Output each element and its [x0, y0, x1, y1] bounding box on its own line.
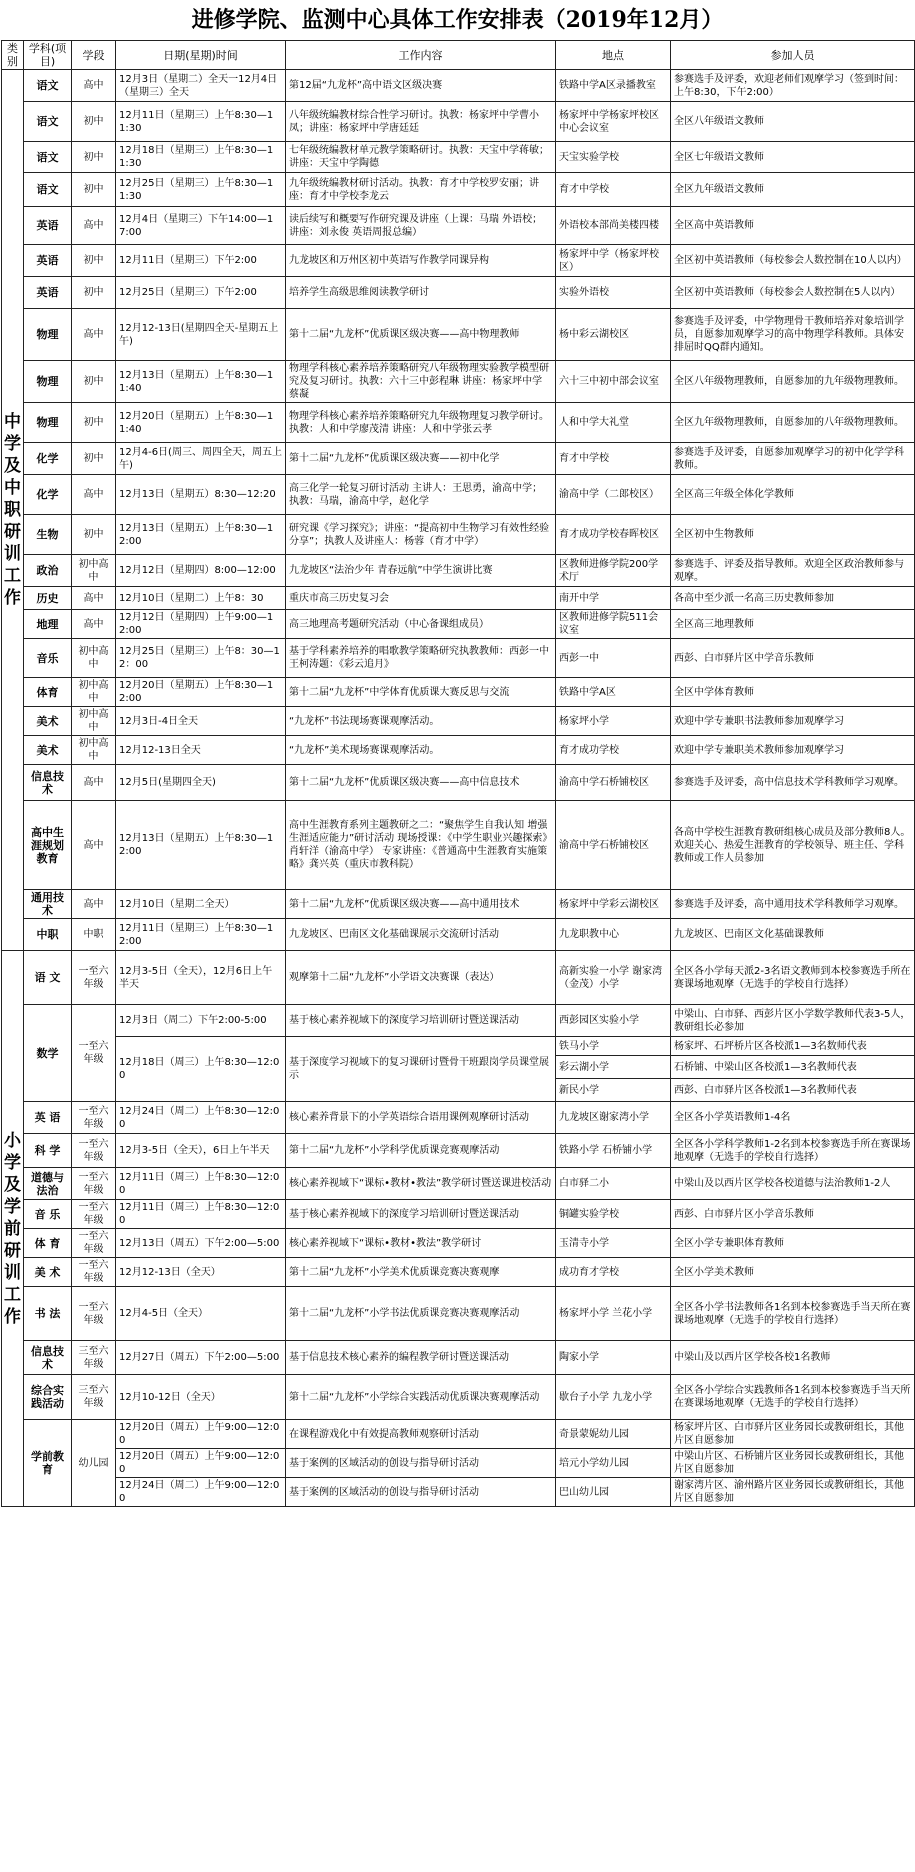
table-row	[2, 403, 915, 443]
location-cell: 渝高中学石桥铺校区	[556, 765, 671, 801]
table-row	[2, 1341, 915, 1375]
level-cell: 高中	[72, 587, 116, 610]
content-cell: 研究课《学习探究》；讲座：“提高初中生物学习有效性经验分享”；执教人及讲座人：杨蓉（育才中学）	[286, 515, 556, 555]
subject-cell: 化学	[24, 443, 72, 475]
content-cell: 培养学生高级思维阅读教学研讨	[286, 277, 556, 309]
subject-cell: 语 文	[24, 951, 72, 1005]
header-location: 地点	[556, 41, 671, 70]
date-cell: 12月24日（周二）上午9:00—12:00	[116, 1478, 286, 1507]
people-cell: 全区中学体育教师	[671, 678, 915, 707]
location-cell: 陶家小学	[556, 1341, 671, 1375]
header-level: 学段	[72, 41, 116, 70]
content-cell: 读后续写和概要写作研究课及讲座（上课：马瑞 外语校；讲座：刘永俊 英语周报总编）	[286, 207, 556, 245]
location-cell: 白市驿二小	[556, 1168, 671, 1200]
subject-cell: 通用技术	[24, 890, 72, 919]
level-cell: 初中	[72, 515, 116, 555]
header-date: 日期(星期)时间	[116, 41, 286, 70]
date-cell: 12月3日（周二）下午2:00-5:00	[116, 1005, 286, 1037]
table-row	[2, 765, 915, 801]
level-cell: 一至六年级	[72, 1200, 116, 1229]
content-cell: “九龙杯”书法现场赛课观摩活动。	[286, 707, 556, 736]
level-cell: 初中	[72, 443, 116, 475]
people-cell: 参赛选手、评委及指导教师。欢迎全区政治教师参与观摩。	[671, 555, 915, 587]
people-cell: 全区七年级语文教师	[671, 142, 915, 173]
table-row	[2, 919, 915, 951]
people-cell: 全区各小学科学教师1-2名到本校参赛选手所在赛课场地观摩（无选手的学校自行选择）	[671, 1134, 915, 1168]
table-row	[2, 1478, 915, 1507]
subject-cell: 音乐	[24, 639, 72, 678]
location-cell: 渝高中学（二郎校区）	[556, 475, 671, 515]
people-cell: 九龙坡区、巴南区文化基础课教师	[671, 919, 915, 951]
subject-cell: 历史	[24, 587, 72, 610]
people-cell: 中梁山及以西片区学校各校道德与法治教师1-2人	[671, 1168, 915, 1200]
location-cell: 实验外语校	[556, 277, 671, 309]
date-cell: 12月25日（星期三）上午8:30—11:30	[116, 173, 286, 207]
date-cell: 12月13日（星期五）上午8:30—11:40	[116, 361, 286, 403]
date-cell: 12月13日（星期五）8:30—12:20	[116, 475, 286, 515]
people-cell: 参赛选手及评委，欢迎老师们观摩学习（签到时间：上午8:30，下午2:00）	[671, 70, 915, 102]
date-cell: 12月20日（星期五）上午8:30—11:40	[116, 403, 286, 443]
content-cell: 第十二届“九龙杯”中学体育优质课大赛反思与交流	[286, 678, 556, 707]
date-cell: 12月3日-4日全天	[116, 707, 286, 736]
content-cell: 高中生涯教育系列主题教研之二：“聚焦学生自我认知 增强生涯适应能力”研讨活动 现场授课：《中学生职业兴趣探索》肖轩洋（渝高中学） 专家讲座：《普通高中生涯教育实施策略》龚兴英（重庆市教科院）	[286, 801, 556, 890]
location-cell: 九龙坡区谢家湾小学	[556, 1102, 671, 1134]
level-cell: 初中	[72, 142, 116, 173]
people-cell: 西彭、白市驿片区各校派1—3名教师代表	[671, 1079, 915, 1102]
people-cell: 西彭、白市驿片区中学音乐教师	[671, 639, 915, 678]
date-cell: 12月25日（星期三）上午8：30—12：00	[116, 639, 286, 678]
level-cell: 高中	[72, 801, 116, 890]
people-cell: 全区初中英语教师（每校参会人数控制在5人以内）	[671, 277, 915, 309]
location-cell: 西彭园区实验小学	[556, 1005, 671, 1037]
people-cell: 欢迎中学专兼职书法教师参加观摩学习	[671, 707, 915, 736]
level-cell: 高中	[72, 207, 116, 245]
date-cell: 12月12-13日（全天）	[116, 1258, 286, 1287]
level-cell: 初中高中	[72, 736, 116, 765]
table-row	[2, 102, 915, 142]
subject-cell: 物理	[24, 309, 72, 361]
content-cell: 基于学科素养培养的唱歌教学策略研究执教教师：西彭一中 王柯涛题：《彩云追月》	[286, 639, 556, 678]
location-cell: 九龙职教中心	[556, 919, 671, 951]
content-cell: 重庆市高三历史复习会	[286, 587, 556, 610]
level-cell: 一至六年级	[72, 1134, 116, 1168]
header-people: 参加人员	[671, 41, 915, 70]
table-row	[2, 173, 915, 207]
location-cell: 铁路中学A区录播教室	[556, 70, 671, 102]
subject-cell: 美术	[24, 736, 72, 765]
date-cell: 12月10-12日（全天）	[116, 1375, 286, 1420]
table-row	[2, 801, 915, 890]
table-row	[2, 245, 915, 277]
content-cell: 高三地理高考题研究活动（中心备课组成员）	[286, 610, 556, 639]
content-cell: 基于案例的区域活动的创设与指导研讨活动	[286, 1478, 556, 1507]
content-cell: “九龙杯”美术现场赛课观摩活动。	[286, 736, 556, 765]
level-cell: 高中	[72, 765, 116, 801]
location-cell: 杨家坪中学（杨家坪校区）	[556, 245, 671, 277]
people-cell: 全区九年级物理教师，自愿参加的八年级物理教师。	[671, 403, 915, 443]
subject-cell: 地理	[24, 610, 72, 639]
content-cell: 九龙坡区、巴南区文化基础课展示交流研讨活动	[286, 919, 556, 951]
date-cell: 12月20日（周五）上午9:00—12:00	[116, 1449, 286, 1478]
subject-cell: 体育	[24, 678, 72, 707]
level-cell: 初中	[72, 361, 116, 403]
table-row	[2, 610, 915, 639]
table-row	[2, 1134, 915, 1168]
location-cell: 育才中学校	[556, 443, 671, 475]
content-cell: 第十二届“九龙杯”优质课区级决赛——初中化学	[286, 443, 556, 475]
people-cell: 全区初中生物教师	[671, 515, 915, 555]
table-row	[2, 1037, 915, 1056]
level-cell: 幼儿园	[72, 1420, 116, 1507]
table-row	[2, 707, 915, 736]
location-cell: 杨家坪小学	[556, 707, 671, 736]
location-cell: 铁路小学 石桥铺小学	[556, 1134, 671, 1168]
table-row	[2, 555, 915, 587]
content-cell: 九龙坡区和万州区初中英语写作教学同课异构	[286, 245, 556, 277]
content-cell: 七年级统编教材单元教学策略研讨。执教：天宝中学蒋敏；讲座：天宝中学陶德	[286, 142, 556, 173]
content-cell: 第十二届“九龙杯”小学美术优质课竞赛决赛观摩	[286, 1258, 556, 1287]
date-cell: 12月25日（星期三）下午2:00	[116, 277, 286, 309]
people-cell: 全区初中英语教师（每校参会人数控制在10人以内）	[671, 245, 915, 277]
location-cell: 铁马小学	[556, 1037, 671, 1056]
date-cell: 12月3-5日（全天），6日上午半天	[116, 1134, 286, 1168]
subject-cell: 政治	[24, 555, 72, 587]
subject-cell: 体 育	[24, 1229, 72, 1258]
date-cell: 12月12日（星期四）上午9:00—12:00	[116, 610, 286, 639]
people-cell: 全区高三年级全体化学教师	[671, 475, 915, 515]
location-cell: 歇台子小学 九龙小学	[556, 1375, 671, 1420]
subject-cell: 化学	[24, 475, 72, 515]
table-row	[2, 443, 915, 475]
date-cell: 12月20日（星期五）上午8:30—12:00	[116, 678, 286, 707]
location-cell: 成功育才学校	[556, 1258, 671, 1287]
level-cell: 高中	[72, 309, 116, 361]
location-cell: 西彭一中	[556, 639, 671, 678]
level-cell: 一至六年级	[72, 1258, 116, 1287]
date-cell: 12月3日（星期二）全天一12月4日（星期三）全天	[116, 70, 286, 102]
level-cell: 一至六年级	[72, 1005, 116, 1102]
level-cell: 初中	[72, 245, 116, 277]
table-row	[2, 1168, 915, 1200]
people-cell: 参赛选手及评委，高中信息技术学科教师学习观摩。	[671, 765, 915, 801]
location-cell: 培元小学幼儿园	[556, 1449, 671, 1478]
people-cell: 全区小学美术教师	[671, 1258, 915, 1287]
location-cell: 高新实验一小学 谢家湾（金茂）小学	[556, 951, 671, 1005]
content-cell: 核心素养视域下“课标•教材•教法”教学研讨	[286, 1229, 556, 1258]
table-row	[2, 1229, 915, 1258]
date-cell: 12月13日（星期五）上午8:30—12:00	[116, 801, 286, 890]
people-cell: 西彭、白市驿片区小学音乐教师	[671, 1200, 915, 1229]
level-cell: 一至六年级	[72, 1102, 116, 1134]
content-cell: 第十二届“九龙杯”优质课区级决赛——高中通用技术	[286, 890, 556, 919]
people-cell: 中梁山、白市驿、西彭片区小学数学教师代表3-5人，教研组长必参加	[671, 1005, 915, 1037]
people-cell: 参赛选手及评委，自愿参加观摩学习的初中化学学科教师。	[671, 443, 915, 475]
level-cell: 高中	[72, 70, 116, 102]
content-cell: 第十二届“九龙杯”小学书法优质课竞赛决赛观摩活动	[286, 1287, 556, 1341]
level-cell: 高中	[72, 475, 116, 515]
level-cell: 一至六年级	[72, 1168, 116, 1200]
content-cell: 基于核心素养视域下的深度学习培训研讨暨送课活动	[286, 1005, 556, 1037]
table-row	[2, 1375, 915, 1420]
date-cell: 12月12-13日全天	[116, 736, 286, 765]
people-cell: 全区八年级物理教师，自愿参加的九年级物理教师。	[671, 361, 915, 403]
location-cell: 人和中学大礼堂	[556, 403, 671, 443]
date-cell: 12月27日（周五）下午2:00—5:00	[116, 1341, 286, 1375]
category-cell: 小学及学前研训工作	[2, 951, 24, 1507]
table-row	[2, 361, 915, 403]
subject-cell: 数学	[24, 1005, 72, 1102]
subject-cell: 音 乐	[24, 1200, 72, 1229]
schedule-table	[1, 40, 915, 1507]
people-cell: 杨家坪、石坪桥片区各校派1—3名数师代表	[671, 1037, 915, 1056]
location-cell: 六十三中初中部会议室	[556, 361, 671, 403]
level-cell: 高中	[72, 890, 116, 919]
content-cell: 九年级统编教材研讨活动。执教：育才中学校罗安丽；讲座：育才中学校李龙云	[286, 173, 556, 207]
location-cell: 铜罐实验学校	[556, 1200, 671, 1229]
content-cell: 九龙坡区“法治少年 青春远航”中学生演讲比赛	[286, 555, 556, 587]
date-cell: 12月11日（星期三）上午8:30—12:00	[116, 919, 286, 951]
subject-cell: 美术	[24, 707, 72, 736]
table-row	[2, 309, 915, 361]
people-cell: 谢家湾片区、渝州路片区业务园长或教研组长，其他片区自愿参加	[671, 1478, 915, 1507]
subject-cell: 书 法	[24, 1287, 72, 1341]
level-cell: 初中高中	[72, 678, 116, 707]
location-cell: 奇景蒙妮幼儿园	[556, 1420, 671, 1449]
date-cell: 12月4-6日(周三、周四全天，周五上午)	[116, 443, 286, 475]
table-row	[2, 1449, 915, 1478]
location-cell: 新民小学	[556, 1079, 671, 1102]
people-cell: 石桥铺、中梁山区各校派1—3名教师代表	[671, 1056, 915, 1079]
people-cell: 各高中学校生涯教育教研组核心成员及部分教师8人。欢迎关心、热爱生涯教育的学校领导、班主任、学科教师或工作人员参加	[671, 801, 915, 890]
table-row	[2, 678, 915, 707]
content-cell: 第十二届“九龙杯”优质课区级决赛——高中信息技术	[286, 765, 556, 801]
people-cell: 参赛选手及评委，中学物理骨干教师培养对象培训学员，自愿参加观摩学习的高中物理学科教师。具体安排屈时QQ群内通知。	[671, 309, 915, 361]
header-row	[2, 41, 915, 70]
content-cell: 基于信息技术核心素养的编程教学研讨暨送课活动	[286, 1341, 556, 1375]
content-cell: 第十二届“九龙杯”小学科学优质课竞赛观摩活动	[286, 1134, 556, 1168]
subject-cell: 语文	[24, 70, 72, 102]
subject-cell: 英语	[24, 207, 72, 245]
people-cell: 全区各小学综合实践教师各1名到本校参赛选手当天所在赛课场地观摩（无选手的学校自行选择）	[671, 1375, 915, 1420]
content-cell: 物理学科核心素养培养策略研究八年级物理实验教学模型研究及复习研讨。执教：六十三中彭程琳 讲座：杨家坪中学蔡凝	[286, 361, 556, 403]
people-cell: 全区九年级语文教师	[671, 173, 915, 207]
subject-cell: 学前教育	[24, 1420, 72, 1507]
level-cell: 初中	[72, 173, 116, 207]
subject-cell: 信息技术	[24, 765, 72, 801]
date-cell: 12月12日（星期四）8:00—12:00	[116, 555, 286, 587]
people-cell: 各高中至少派一名高三历史教师参加	[671, 587, 915, 610]
subject-cell: 综合实践活动	[24, 1375, 72, 1420]
date-cell: 12月20日（周五）上午9:00—12:00	[116, 1420, 286, 1449]
level-cell: 一至六年级	[72, 1229, 116, 1258]
table-row	[2, 1287, 915, 1341]
people-cell: 全区八年级语文教师	[671, 102, 915, 142]
content-cell: 核心素养视域下“课标•教材•教法”教学研讨暨送课进校活动	[286, 1168, 556, 1200]
level-cell: 初中	[72, 403, 116, 443]
level-cell: 三至六年级	[72, 1341, 116, 1375]
location-cell: 渝高中学石桥铺校区	[556, 801, 671, 890]
date-cell: 12月12-13日(星期四全天-星期五上午)	[116, 309, 286, 361]
people-cell: 全区高三地理教师	[671, 610, 915, 639]
date-cell: 12月13日（周五）下午2:00—5:00	[116, 1229, 286, 1258]
content-cell: 第12届“九龙杯”高中语文区级决赛	[286, 70, 556, 102]
date-cell: 12月11日（星期三）下午2:00	[116, 245, 286, 277]
level-cell: 三至六年级	[72, 1375, 116, 1420]
people-cell: 欢迎中学专兼职美术教师参加观摩学习	[671, 736, 915, 765]
location-cell: 杨家坪中学杨家坪校区中心会议室	[556, 102, 671, 142]
date-cell: 12月11日（周三）上午8:30—12:00	[116, 1200, 286, 1229]
location-cell: 玉清寺小学	[556, 1229, 671, 1258]
table-row	[2, 515, 915, 555]
content-cell: 第十二届“九龙杯”小学综合实践活动优质课决赛观摩活动	[286, 1375, 556, 1420]
location-cell: 杨家坪中学彩云湖校区	[556, 890, 671, 919]
table-row	[2, 736, 915, 765]
location-cell: 区教师进修学院200学术厅	[556, 555, 671, 587]
subject-cell: 生物	[24, 515, 72, 555]
content-cell: 在课程游戏化中有效提高教师观察研讨活动	[286, 1420, 556, 1449]
content-cell: 物理学科核心素养培养策略研究九年级物理复习教学研讨。执教：人和中学廖茂清 讲座：人和中学张云孝	[286, 403, 556, 443]
level-cell: 高中	[72, 610, 116, 639]
location-cell: 外语校本部尚美楼四楼	[556, 207, 671, 245]
date-cell: 12月11日（周三）上午8:30—12:00	[116, 1168, 286, 1200]
table-row	[2, 1258, 915, 1287]
location-cell: 区教师进修学院511会议室	[556, 610, 671, 639]
table-row	[2, 1200, 915, 1229]
people-cell: 全区各小学英语教师1-4名	[671, 1102, 915, 1134]
level-cell: 初中高中	[72, 639, 116, 678]
content-cell: 基于案例的区域活动的创设与指导研讨活动	[286, 1449, 556, 1478]
date-cell: 12月3-5日（全天），12月6日上午半天	[116, 951, 286, 1005]
page-title: 进修学院、监测中心具体工作安排表（2019年12月）	[191, 7, 724, 33]
content-cell: 观摩第十二届“九龙杯”小学语文决赛课（表达）	[286, 951, 556, 1005]
table-row	[2, 277, 915, 309]
table-row	[2, 475, 915, 515]
table-row	[2, 587, 915, 610]
date-cell: 12月13日（星期五）上午8:30—12:00	[116, 515, 286, 555]
date-cell: 12月4-5日（全天）	[116, 1287, 286, 1341]
table-row	[2, 70, 915, 102]
table-row	[2, 951, 915, 1005]
location-cell: 育才中学校	[556, 173, 671, 207]
table-row	[2, 1005, 915, 1037]
subject-cell: 物理	[24, 361, 72, 403]
table-row	[2, 890, 915, 919]
level-cell: 一至六年级	[72, 1287, 116, 1341]
date-cell: 12月18日（星期三）上午8:30—11:30	[116, 142, 286, 173]
subject-cell: 英 语	[24, 1102, 72, 1134]
people-cell: 全区各小学每天派2-3名语文教师到本校参赛选手所在赛课场地观摩（无选手的学校自行选择）	[671, 951, 915, 1005]
subject-cell: 中职	[24, 919, 72, 951]
content-cell: 核心素养背景下的小学英语综合语用课例观摩研讨活动	[286, 1102, 556, 1134]
level-cell: 初中	[72, 102, 116, 142]
date-cell: 12月11日（星期三）上午8:30—11:30	[116, 102, 286, 142]
subject-cell: 信息技术	[24, 1341, 72, 1375]
date-cell: 12月5日(星期四全天)	[116, 765, 286, 801]
subject-cell: 语文	[24, 102, 72, 142]
table-row	[2, 1102, 915, 1134]
location-cell: 铁路中学A区	[556, 678, 671, 707]
location-cell: 天宝实验学校	[556, 142, 671, 173]
subject-cell: 物理	[24, 403, 72, 443]
location-cell: 育才成功学校春晖校区	[556, 515, 671, 555]
level-cell: 中职	[72, 919, 116, 951]
location-cell: 巴山幼儿园	[556, 1478, 671, 1507]
header-category: 类别	[2, 41, 24, 70]
subject-cell: 道德与法治	[24, 1168, 72, 1200]
table-row	[2, 142, 915, 173]
level-cell: 初中高中	[72, 707, 116, 736]
header-subject: 学科(项目)	[24, 41, 72, 70]
location-cell: 南开中学	[556, 587, 671, 610]
subject-cell: 科 学	[24, 1134, 72, 1168]
location-cell: 育才成功学校	[556, 736, 671, 765]
header-content: 工作内容	[286, 41, 556, 70]
people-cell: 中梁山及以西片区学校各校1名教师	[671, 1341, 915, 1375]
subject-cell: 语文	[24, 173, 72, 207]
subject-cell: 英语	[24, 277, 72, 309]
table-row	[2, 207, 915, 245]
location-cell: 杨中彩云湖校区	[556, 309, 671, 361]
content-cell: 八年级统编教材综合性学习研讨。执教：杨家坪中学曹小凤；讲座：杨家坪中学唐廷廷	[286, 102, 556, 142]
content-cell: 基于深度学习视域下的复习课研讨暨骨干班跟岗学员课堂展示	[286, 1037, 556, 1102]
table-row	[2, 639, 915, 678]
date-cell: 12月24日（周二）上午8:30—12:00	[116, 1102, 286, 1134]
date-cell: 12月10日（星期二）上午8：30	[116, 587, 286, 610]
subject-cell: 高中生涯规划教育	[24, 801, 72, 890]
subject-cell: 语文	[24, 142, 72, 173]
date-cell: 12月4日（星期三）下午14:00—17:00	[116, 207, 286, 245]
subject-cell: 美 术	[24, 1258, 72, 1287]
level-cell: 初中	[72, 277, 116, 309]
date-cell: 12月10日（星期二全天）	[116, 890, 286, 919]
content-cell: 高三化学一轮复习研讨活动 主讲人：王思勇，渝高中学；执教：马瑞，渝高中学，赵化学	[286, 475, 556, 515]
level-cell: 初中高中	[72, 555, 116, 587]
content-cell: 基于核心素养视域下的深度学习培训研讨暨送课活动	[286, 1200, 556, 1229]
location-cell: 杨家坪小学 兰花小学	[556, 1287, 671, 1341]
category-cell: 中学及中职研训工作	[2, 70, 24, 951]
table-row	[2, 1420, 915, 1449]
people-cell: 全区各小学书法教师各1名到本校参赛选手当天所在赛课场地观摩（无选手的学校自行选择）	[671, 1287, 915, 1341]
people-cell: 全区高中英语教师	[671, 207, 915, 245]
subject-cell: 英语	[24, 245, 72, 277]
content-cell: 第十二届“九龙杯”优质课区级决赛——高中物理教师	[286, 309, 556, 361]
date-cell: 12月18日（周三）上午8:30—12:00	[116, 1037, 286, 1102]
level-cell: 一至六年级	[72, 951, 116, 1005]
location-cell: 彩云湖小学	[556, 1056, 671, 1079]
people-cell: 中梁山片区、石桥铺片区业务园长或教研组长，其他片区自愿参加	[671, 1449, 915, 1478]
people-cell: 全区小学专兼职体育教师	[671, 1229, 915, 1258]
people-cell: 杨家坪片区、白市驿片区业务园长或教研组长，其他片区自愿参加	[671, 1420, 915, 1449]
people-cell: 参赛选手及评委，高中通用技术学科教师学习观摩。	[671, 890, 915, 919]
